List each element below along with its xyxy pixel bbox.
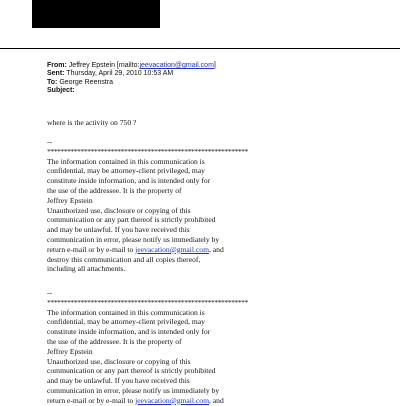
email-body: where is the activity on 750 ? [47,118,137,127]
separator: -- [47,288,53,297]
notice-email-link[interactable]: jeevacation@gmail.com [135,395,209,405]
sent-label: Sent: [47,70,65,78]
notice-line: Unauthorized use, disclosure or copying of this [47,205,191,215]
notice-line: constitute inside information, and is intended only for [47,176,211,186]
return-text-end: , and [208,395,224,405]
return-text: return e-mail or by e-mail to [47,244,136,254]
to-value: George Reenstra [59,78,114,86]
notice-line: constitute inside information, and is intended only for [47,327,211,337]
from-label: From: [47,62,67,69]
subject-label: Subject: [47,86,75,94]
notice-return-line [47,396,248,406]
notice-line: The information contained in this communication is [47,307,205,317]
sent-value: Thursday, April 29, 2010 10:53 AM [66,70,174,78]
notice-line: Jeffrey Epstein [47,195,93,205]
header-divider [0,48,400,49]
notice-line: Unauthorized use, disclosure or copying of this [47,356,191,366]
notice-line: the use of the addressee. It is the property of [47,185,182,195]
to-label: To: [47,78,58,86]
notice-line: confidential, may be attorney-client privileged, may [47,166,205,176]
notice-return-line [47,245,248,255]
notice-line: Jeffrey Epstein [47,346,93,356]
notice-line: communication in error, please notify us immediately by [47,234,220,244]
from-close: ] [213,62,216,69]
separator: -- [47,137,53,146]
email-header [47,62,216,95]
asterisk-rule: ************************************************************ [47,297,248,307]
notice-line: including all attachments. [47,264,126,274]
from-email-link[interactable]: jeevacation@gmail.com [139,62,214,69]
notice-line: and may be unlawful. If you have received this [47,225,190,235]
asterisk-rule: ************************************************************ [47,146,248,156]
sent-row [47,70,216,78]
notice-email-link[interactable]: jeevacation@gmail.com [135,244,209,254]
from-name: Jeffrey Epstein [mailto: [68,62,140,69]
notice-line: destroy this communication and all copies thereof, [47,254,201,264]
notice-line: and may be unlawful. If you have received this [47,376,190,386]
redaction-block [32,0,160,28]
notice-line: communication in error, please notify us immediately by [47,385,220,395]
confidentiality-notice [47,137,248,274]
to-row [47,79,216,87]
notice-line: confidential, may be attorney-client privileged, may [47,317,205,327]
confidentiality-notice [47,288,248,406]
notice-line: communication or any part thereof is strictly prohibited [47,366,216,376]
from-row [47,62,216,70]
notice-line: The information contained in this communication is [47,156,205,166]
subject-row [47,87,216,95]
return-text-end: , and [208,244,224,254]
notice-line: the use of the addressee. It is the property of [47,336,182,346]
notice-line: communication or any part thereof is strictly prohibited [47,215,216,225]
return-text: return e-mail or by e-mail to [47,395,136,405]
